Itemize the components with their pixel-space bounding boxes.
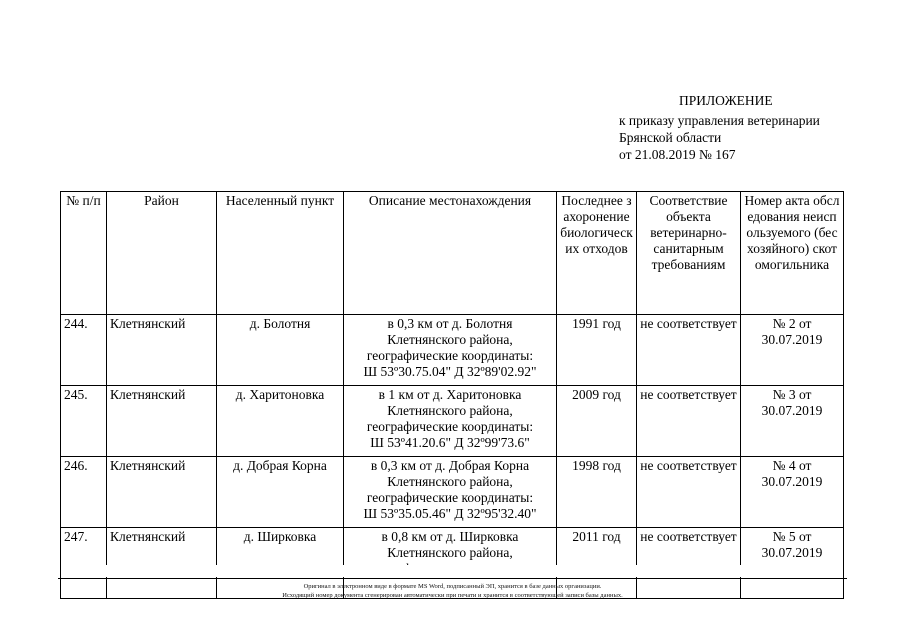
table-header-row [61, 192, 844, 315]
location-coordinates: Ш 53º41.20.6" Д 32º99'73.6" [370, 435, 530, 450]
act-date: 30.07.2019 [761, 474, 823, 489]
row-compliance: не соответствует [637, 386, 741, 457]
location-line: в 0,3 км от д. Болотня [387, 316, 513, 331]
act-date: 30.07.2019 [761, 545, 823, 560]
act-number: № 4 от [772, 458, 812, 473]
header-act: Номер акта обследования неиспользуемого (бесхозяйного) скотомогильника [741, 192, 844, 315]
row-num: 247. [61, 528, 107, 599]
row-num: 245. [61, 386, 107, 457]
act-number: № 2 от [772, 316, 812, 331]
row-district: Клетнянский [107, 386, 217, 457]
table-row [61, 457, 844, 528]
row-settlement: д. Болотня [217, 315, 344, 386]
row-act [741, 386, 844, 457]
row-district: Клетнянский [107, 457, 217, 528]
act-date: 30.07.2019 [761, 332, 823, 347]
row-act [741, 457, 844, 528]
act-number: № 3 от [772, 387, 812, 402]
row-compliance: не соответствует [637, 457, 741, 528]
header-location: Описание местонахождения [344, 192, 557, 315]
row-compliance: не соответствует [637, 528, 741, 599]
location-coordinates: Ш 53º35.05.46" Д 32º95'32.40" [363, 506, 537, 521]
location-line: Клетнянского района, [387, 403, 513, 418]
row-settlement: д. Харитоновка [217, 386, 344, 457]
row-location [344, 457, 557, 528]
appendix-line: к приказу управления ветеринарии [619, 113, 820, 128]
header-district: Район [107, 192, 217, 315]
row-num: 246. [61, 457, 107, 528]
footer-line: Оригинал в электронном виде в формате MS Word, подписанный ЭП, хранится в базе данных организации. [303, 583, 602, 590]
location-line: географические координаты: [366, 419, 534, 434]
location-line: в 0,8 км от д. Ширковка [381, 529, 519, 544]
appendix-block [619, 92, 820, 163]
appendix-title: ПРИЛОЖЕНИЕ [679, 93, 773, 108]
row-settlement: д. Ширковка [217, 528, 344, 599]
footer-note [60, 582, 845, 600]
table-row [61, 386, 844, 457]
row-last-burial: 1991 год [557, 315, 637, 386]
row-last-burial: 2009 год [557, 386, 637, 457]
row-compliance: не соответствует [637, 315, 741, 386]
location-line: Клетнянского района, [387, 474, 513, 489]
header-last-burial: Последнее захоронение биологических отходов [557, 192, 637, 315]
location-line: географические координаты: [366, 348, 534, 363]
footer-divider [58, 578, 847, 579]
burial-sites-table [60, 191, 844, 599]
table-row [61, 315, 844, 386]
footer-line: Исходящий номер документа сгенерирован автоматически при печати и хранится в соответствующей записи базы данных. [282, 592, 623, 599]
act-number: № 5 от [772, 529, 812, 544]
row-act [741, 315, 844, 386]
location-coordinates: Ш 53º30.75.04" Д 32º89'02.92" [363, 364, 537, 379]
row-last-burial: 2011 год [557, 528, 637, 599]
row-num: 244. [61, 315, 107, 386]
header-num: № п/п [61, 192, 107, 315]
row-last-burial: 1998 год [557, 457, 637, 528]
location-line: Клетнянского района, [387, 332, 513, 347]
appendix-order-ref: от 21.08.2019 № 167 [619, 147, 736, 162]
location-line: географические координаты: [366, 490, 534, 505]
appendix-line: Брянской области [619, 130, 722, 145]
page-break-mask [61, 565, 746, 577]
location-line: Клетнянского района, [387, 545, 513, 560]
header-settlement: Населенный пункт [217, 192, 344, 315]
row-location [344, 315, 557, 386]
location-line: в 0,3 км от д. Добрая Корна [370, 458, 530, 473]
row-location [344, 386, 557, 457]
row-settlement: д. Добрая Корна [217, 457, 344, 528]
act-date: 30.07.2019 [761, 403, 823, 418]
row-district: Клетнянский [107, 315, 217, 386]
row-district: Клетнянский [107, 528, 217, 599]
header-compliance: Соответствие объекта ветеринарно-санитарным требованиям [637, 192, 741, 315]
location-line: в 1 км от д. Харитоновка [378, 387, 522, 402]
